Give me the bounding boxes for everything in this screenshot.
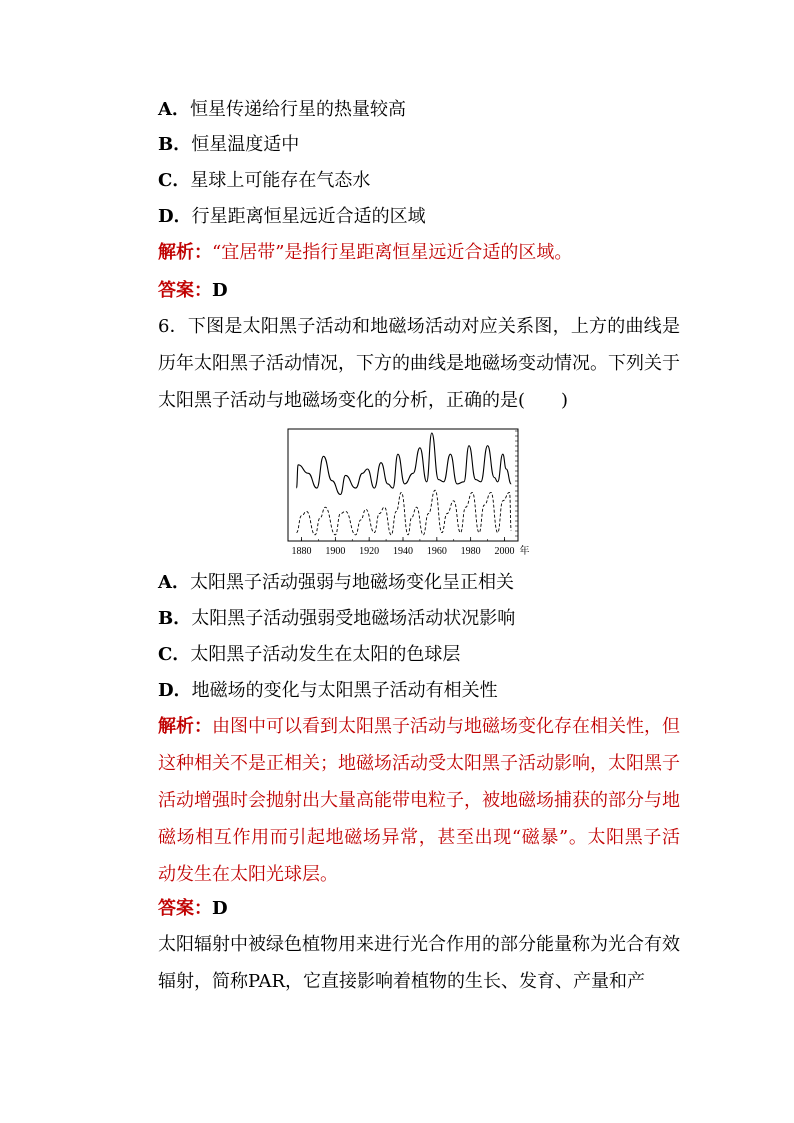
x-tick-label: 1900 [325,546,346,557]
q5-option-c [158,168,370,194]
option-text: 太阳黑子活动强弱受地磁场活动状况影响 [191,608,516,629]
sunspot-series-line [297,433,512,495]
option-label: A． [158,572,190,593]
option-text: 地磁场的变化与太阳黑子活动有相关性 [191,680,498,701]
x-tick-label: 1940 [393,546,413,557]
x-tick-label: 2000 [494,546,515,557]
option-text: 太阳黑子活动发生在太阳的色球层 [190,644,461,665]
option-label: B． [158,608,192,629]
q6-option-c [158,642,460,668]
q6-analysis [120,708,680,893]
option-label: A． [158,99,190,120]
sunspot-geomagnetic-chart [280,425,530,559]
analysis-text: “宜居带”是指行星距离恒星远近合适的区域。 [212,242,573,263]
q6-stem-text: 6．下图是太阳黑子活动和地磁场活动对应关系图，上方的曲线是历年太阳黑子活动情况，下方的曲线是地磁场变动情况。下列关于太阳黑子活动与地磁场变化的分析，正确的是( ) [158,316,680,411]
option-label: C． [158,644,191,665]
q6-answer [158,896,228,922]
option-label: D． [158,206,192,227]
analysis-label: 解析： [158,716,212,737]
analysis-label: 解析： [158,242,212,263]
answer-label: 答案： [158,898,212,919]
q5-option-b [158,132,299,158]
option-label: D． [158,680,192,701]
q5-option-a [158,97,406,123]
geomagnetic-series-line [297,490,512,535]
option-text: 星球上可能存在气态水 [190,170,371,191]
intro-text: 太阳辐射中被绿色植物用来进行光合作用的部分能量称为光合有效辐射，简称PAR，它直接影响着植物的生长、发育、产量和产 [158,934,680,992]
analysis-text: 由图中可以看到太阳黑子活动与地磁场变化存在相关性，但这种相关不是正相关；地磁场活动受太阳黑子活动影响，太阳黑子活动增强时会抛射出大量高能带电粒子，被地磁场捕获的部分与地磁场相互作用而引起地磁场异常，甚至出现“磁暴”。太阳黑子活动发生在太阳光球层。 [158,716,680,885]
option-text: 恒星温度适中 [191,134,300,155]
x-tick-label: 1960 [426,546,447,557]
answer-value: D [212,898,228,919]
q5-analysis [158,240,572,266]
chart-frame [288,429,518,541]
q6-option-a [158,570,514,596]
answer-value: D [212,280,228,301]
option-label: C． [158,170,191,191]
x-tick-label: 1880 [291,546,312,557]
option-text: 行星距离恒星远近合适的区域 [191,206,426,227]
answer-label: 答案： [158,280,212,301]
x-unit-label: 年 [519,546,530,557]
q6-option-b [158,606,515,632]
q6-option-d [158,678,498,704]
intro-paragraph [120,926,680,1000]
x-tick-label: 1980 [460,546,481,557]
q5-option-d [158,204,426,230]
q6-stem [120,308,680,419]
option-label: B． [158,134,192,155]
option-text: 太阳黑子活动强弱与地磁场变化呈正相关 [189,572,514,593]
option-text: 恒星传递给行星的热量较高 [189,99,406,120]
x-tick-label: 1920 [359,546,380,557]
q5-answer [158,278,228,304]
